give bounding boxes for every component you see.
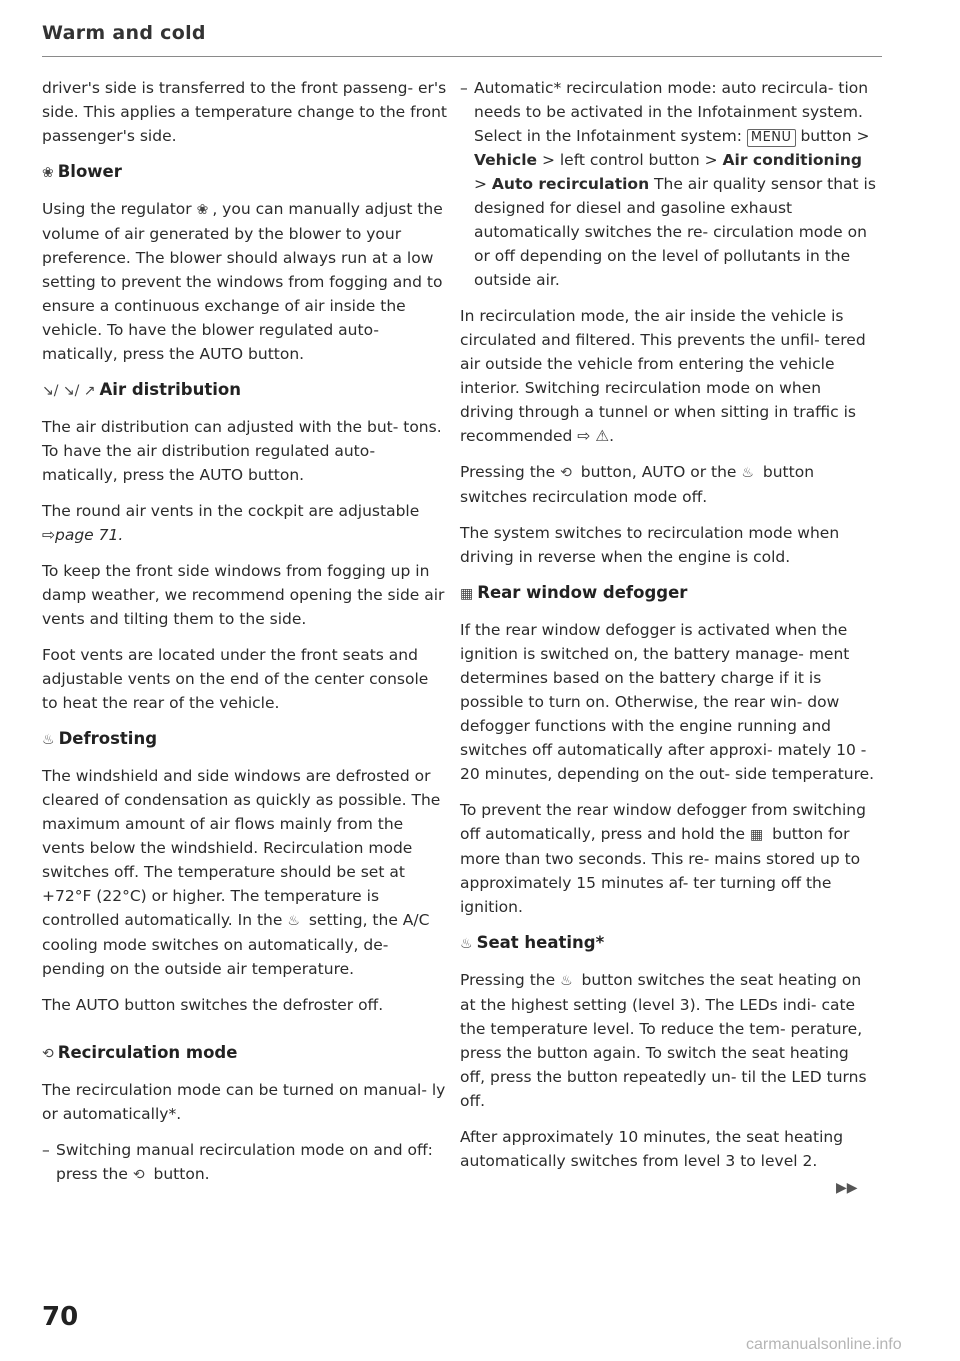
recirculation-icon: ⟲ bbox=[560, 465, 572, 481]
rear-defogger-icon: ▦ bbox=[749, 827, 764, 843]
rear-defogger-paragraph-2: To prevent the rear window defogger from switching off automatically, press and hold the ▦ button for more than two seconds. This re- mains stored up to approximately 15 minutes af- ter turning off the ignition. bbox=[460, 801, 866, 916]
rear-defogger-heading: ▦ Rear window defogger bbox=[460, 583, 688, 602]
page-link[interactable]: ⇨page 71. bbox=[42, 526, 124, 544]
header-divider bbox=[42, 56, 882, 57]
page-number: 70 bbox=[42, 1302, 79, 1332]
recirculation-icon: ⟲ bbox=[132, 1167, 145, 1183]
seat-heating-heading: ♨ Seat heating* bbox=[460, 933, 605, 952]
air-conditioning-menu-label: Air conditioning bbox=[722, 151, 863, 169]
fan-icon: ❀ bbox=[196, 202, 209, 218]
defrost-paragraph-1: The windshield and side windows are defrosted or cleared of condensation as quickly as possible. The maximum amount of air flows mainly from the vents below the windshield. Recirculation mode switches off. The temperature should be set at +72°F (22°C) or higher. The temperature is controlled automatically. In the ♨ setting, the A/C cooling mode switches on automatically, de- pending on the outside air temperature. bbox=[42, 767, 441, 978]
rear-defogger-icon: ▦ bbox=[460, 586, 474, 602]
arrow-right-icon: ⇨ bbox=[577, 427, 591, 445]
reverse-paragraph: The system switches to recirculation mode when driving in reverse when the engine is cold. bbox=[460, 524, 840, 566]
air-paragraph-1: The air distribution can adjusted with the but- tons. To have the air distribution regulated auto- matically, press the AUTO button. bbox=[42, 418, 442, 484]
section-title: Warm and cold bbox=[42, 22, 206, 44]
vehicle-menu-label: Vehicle bbox=[474, 151, 538, 169]
defrost-max-icon: ♨ bbox=[741, 465, 754, 481]
defrost-heading: ♨ Defrosting bbox=[42, 729, 158, 748]
defrost-paragraph-2: The AUTO button switches the defroster off. bbox=[42, 996, 384, 1014]
recirculation-info-paragraph: In recirculation mode, the air inside the vehicle is circulated and filtered. This prevents the unfil- tered air outside the vehicle from entering the vehicle interior. Switching recirculation mode on when driving through a tunnel or when sitting in traffic is recommended ⇨ ⚠. bbox=[460, 307, 866, 445]
watermark: carmanualsonline.info bbox=[746, 1336, 902, 1353]
auto-recirculation-menu-label: Auto recirculation bbox=[491, 175, 650, 193]
arrow-right-icon: ⇨ bbox=[42, 526, 55, 544]
recirculation-bullet: – Switching manual recirculation mode on and off: press the ⟲ button. bbox=[42, 1141, 433, 1183]
blower-paragraph: Using the regulator ❀ , you can manually adjust the volume of air generated by the blower to your preference. The blower should always run at a low setting to prevent the windows from fogging and to ensure a continuous exchange of air inside the vehicle. To have the blower regulated auto- matically, press the AUTO button. bbox=[42, 200, 443, 363]
air-distribution-icons: ↘/ ↘/ ↗ bbox=[42, 383, 96, 399]
air-distribution-heading: ↘/ ↘/ ↗ Air distribution bbox=[42, 380, 241, 399]
seat-heating-paragraph-1: Pressing the ♨ button switches the seat heating on at the highest setting (level 3). The LEDs indi- cate the temperature level. To reduce the tem- perature, press the button again. To switch the seat heating off, press the button repeatedly un- til the LED turns off. bbox=[460, 971, 867, 1110]
menu-button-label: MENU bbox=[747, 129, 796, 147]
recirculation-off-paragraph: Pressing the ⟲ button, AUTO or the ♨ button switches recirculation mode off. bbox=[460, 463, 815, 506]
continue-marker: ▶▶ bbox=[836, 1180, 858, 1196]
air-paragraph-4: Foot vents are located under the front seats and adjustable vents on the end of the center console to heat the rear of the vehicle. bbox=[42, 646, 429, 712]
intro-paragraph: driver's side is transferred to the front passeng- er's side. This applies a temperature change to the front passenger's side. bbox=[42, 79, 448, 145]
blower-heading: ❀ Blower bbox=[42, 162, 122, 181]
defrost-max-icon: ♨ bbox=[42, 732, 55, 748]
air-paragraph-2: The round air vents in the cockpit are adjustable ⇨page 71. bbox=[42, 502, 420, 544]
left-column bbox=[42, 76, 447, 1187]
fan-icon: ❀ bbox=[42, 165, 54, 181]
auto-recirculation-bullet: – Automatic* recirculation mode: auto recircula- tion needs to be activated in the Infotainment system. Select in the Infotainment system: MENU button > Vehicle > left control button > Air conditioning > Auto recirculation The air quality sensor that is designed for diesel and gasoline exhaust automatically switches the re- circulation mode on or off depending on the level of pollutants in the outside air. bbox=[460, 79, 876, 289]
right-column bbox=[460, 76, 878, 1185]
seat-heating-icon: ♨ bbox=[560, 973, 573, 989]
recirculation-heading: ⟲ Recirculation mode bbox=[42, 1043, 238, 1062]
seat-heating-icon: ♨ bbox=[460, 936, 473, 952]
air-paragraph-3: To keep the front side windows from fogging up in damp weather, we recommend opening the side air vents and tilting them to the side. bbox=[42, 562, 445, 628]
defrost-max-icon: ♨ bbox=[287, 913, 300, 929]
seat-heating-paragraph-2: After approximately 10 minutes, the seat heating automatically switches from level 3 to level 2. bbox=[460, 1128, 844, 1170]
warning-triangle-icon: ⚠ bbox=[595, 427, 610, 445]
recirculation-paragraph: The recirculation mode can be turned on manual- ly or automatically*. bbox=[42, 1081, 446, 1123]
page-header bbox=[42, 22, 882, 57]
rear-defogger-paragraph-1: If the rear window defogger is activated when the ignition is switched on, the battery manage- ment determines based on the battery charge if it is possible to turn on. Otherwise, the rear win- dow defogger functions with the engine running and switches off automatically after approxi- mately 10 - 20 minutes, depending on the out- side temperature. bbox=[460, 621, 875, 783]
recirculation-icon: ⟲ bbox=[42, 1046, 54, 1062]
